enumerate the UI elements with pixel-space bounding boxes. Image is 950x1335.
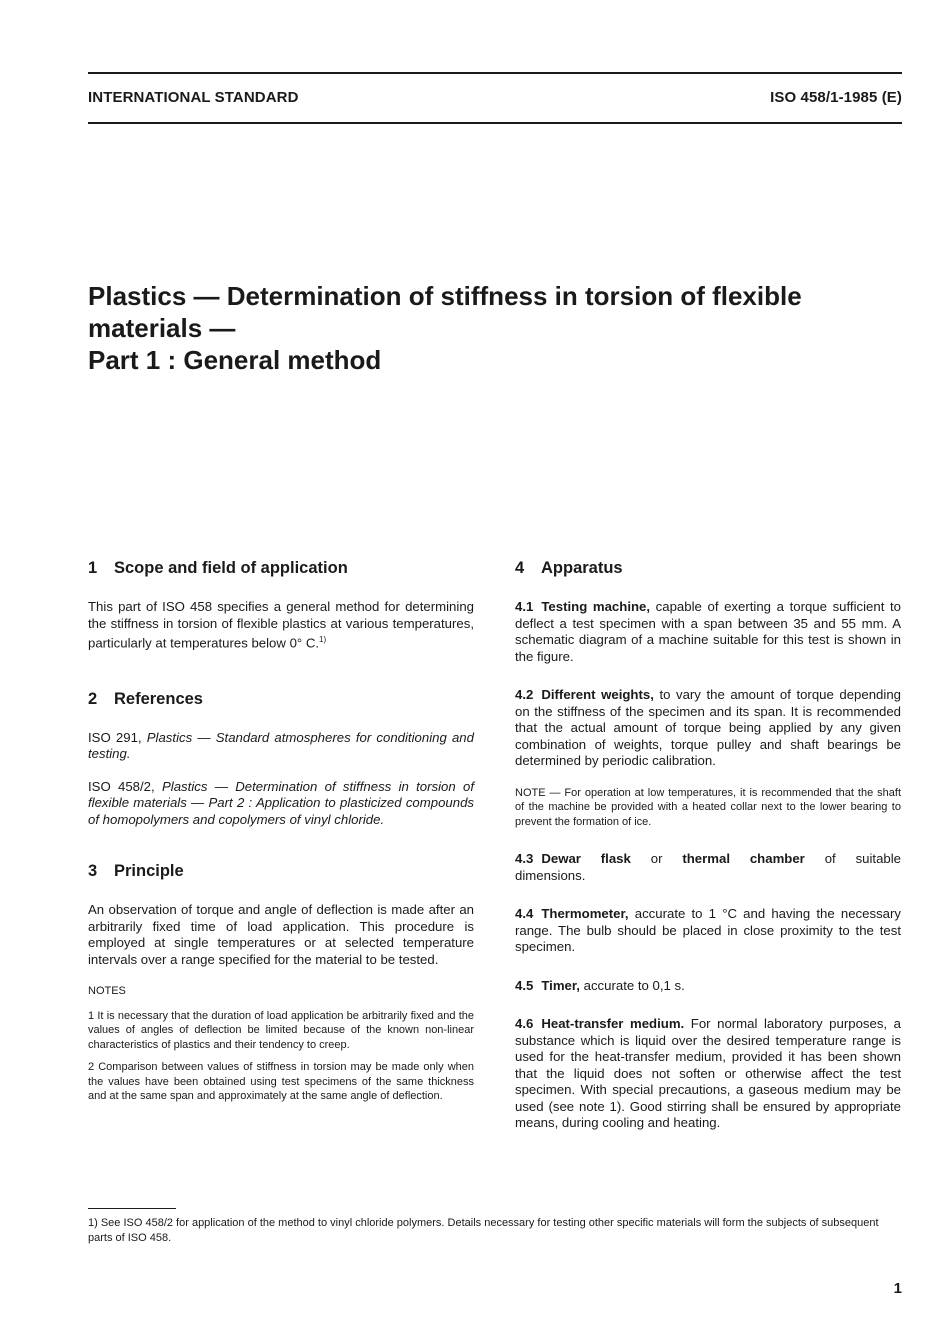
notes-label: NOTES xyxy=(88,985,126,998)
title-line-2: materials — xyxy=(88,313,236,343)
standard-number: ISO 458/1-1985 (E) xyxy=(770,89,902,106)
scope-body: This part of ISO 458 specifies a general method for determining the stiffness in torsion of flexible plastics at various temperatures, particularly at temperatures below 0° C. xyxy=(88,599,474,651)
note-2: 2 Comparison between values of stiffness in torsion may be made only when the values have been obtained using test specimens of the same thickness and at the same span and approximately at the same angle of deflection. xyxy=(88,1061,474,1103)
clause-4-4 xyxy=(515,906,901,956)
clause-text: capable of exerting a torque sufficient to deflect a test specimen with a span between 35 and 55 mm. A schematic diagram of a machine suitable for this test is shown in the figure. xyxy=(515,599,901,664)
clause-4-5 xyxy=(515,978,901,995)
clause-term: Heat-transfer medium. xyxy=(541,1016,685,1031)
scope-heading xyxy=(88,557,474,579)
clause-term: Testing machine, xyxy=(541,599,651,614)
footnote-ref: 1) xyxy=(319,635,327,644)
document-type: INTERNATIONAL STANDARD xyxy=(88,89,299,106)
apparatus-heading xyxy=(515,557,901,579)
clause-term: Thermometer, xyxy=(541,906,629,921)
clause-text: to vary the amount of torque depending on the stiffness of the specimen and its span. It is recommended that the actual amount of torque being applied by any given combination of weights, torque pulley and shaft bearings be determined by periodic calibration. xyxy=(515,687,901,768)
section-number: 4 xyxy=(515,559,525,577)
section-title: Scope and field of application xyxy=(114,559,348,577)
clause-term: Different weights, xyxy=(541,687,654,702)
clause-term: Dewar flask xyxy=(541,851,631,866)
section-title: References xyxy=(114,689,203,708)
clause-term: Timer, xyxy=(541,977,580,993)
reference-title: Plastics — Determination of stiffness in torsion of flexible materials — Part 2 : Application to plasticized compounds of homopolymers and copolymers of vinyl chloride. xyxy=(88,778,475,827)
principle-heading xyxy=(88,860,474,882)
clause-text: accurate to 1 °C and having the necessary range. The bulb should be placed in close proximity to the test specimen. xyxy=(515,906,901,954)
section-number: 3 xyxy=(88,862,98,881)
reference-item xyxy=(88,779,474,829)
right-column xyxy=(515,557,901,1132)
clause-text: For normal laboratory purposes, a substance which is liquid over the desired temperature range is used for the heat-transfer medium, provided it has been shown that the liquid does not soften or otherwise affect the test specimen. With special precautions, a gaseous medium may be used (see note 1). Good stirring shall be ensured by appropriate means, during cooling and heating. xyxy=(515,1016,901,1130)
footnote: 1) See ISO 458/2 for application of the method to vinyl chloride polymers. Details necessary for testing other specific materials will form the subjects of subsequent parts of ISO 458. xyxy=(88,1217,879,1244)
left-column xyxy=(88,557,474,1104)
clause-number: 4.5 xyxy=(515,977,534,993)
note-1: 1 It is necessary that the duration of load application be arbitrarily fixed and the values of angles of deflection be limited because of the known non-linear characteristics of plastics and their tendency to creep. xyxy=(88,1009,474,1051)
header-bottom-rule xyxy=(88,122,902,124)
document-title xyxy=(88,280,908,376)
section-title: Principle xyxy=(114,862,184,881)
scope-text xyxy=(88,599,474,652)
reference-id: ISO 458/2, xyxy=(88,778,155,794)
clause-4-2-note: NOTE — For operation at low temperatures, it is recommended that the shaft of the machine be provided with a heated collar next to the lower bearing to prevent the formation of ice. xyxy=(515,786,901,828)
section-number: 1 xyxy=(88,559,98,577)
reference-id: ISO 291, xyxy=(88,729,142,745)
title-line-3: Part 1 : General method xyxy=(88,345,382,375)
principle-text: An observation of torque and angle of deflection is made after an arbitrarily fixed time of load application. This procedure is employed at single temperatures or at selected temperature intervals over a range specified for the material to be tested. xyxy=(88,902,474,967)
clause-number: 4.2 xyxy=(515,687,534,702)
section-title: Apparatus xyxy=(541,559,623,577)
reference-item xyxy=(88,730,474,763)
clause-term: thermal chamber xyxy=(682,851,805,866)
title-line-1: Plastics — Determination of stiffness in torsion of flexible xyxy=(88,281,802,311)
page-number: 1 xyxy=(893,1280,902,1297)
reference-title: Plastics — Standard atmospheres for conditioning and testing. xyxy=(88,729,474,762)
clause-4-2 xyxy=(515,687,901,770)
clause-4-3 xyxy=(515,851,901,884)
clause-number: 4.3 xyxy=(515,851,534,866)
clause-number: 4.6 xyxy=(515,1016,534,1031)
clause-connector: or xyxy=(650,851,663,866)
clause-text: of suitable dimensions. xyxy=(515,851,902,883)
references-heading xyxy=(88,688,474,710)
clause-text: accurate to 0,1 s. xyxy=(583,977,685,993)
clause-4-6 xyxy=(515,1016,901,1132)
clause-4-1 xyxy=(515,599,901,665)
clause-number: 4.1 xyxy=(515,599,534,614)
footnote-rule xyxy=(88,1208,176,1209)
section-number: 2 xyxy=(88,689,98,708)
header-top-rule xyxy=(88,72,902,74)
clause-number: 4.4 xyxy=(515,906,534,921)
